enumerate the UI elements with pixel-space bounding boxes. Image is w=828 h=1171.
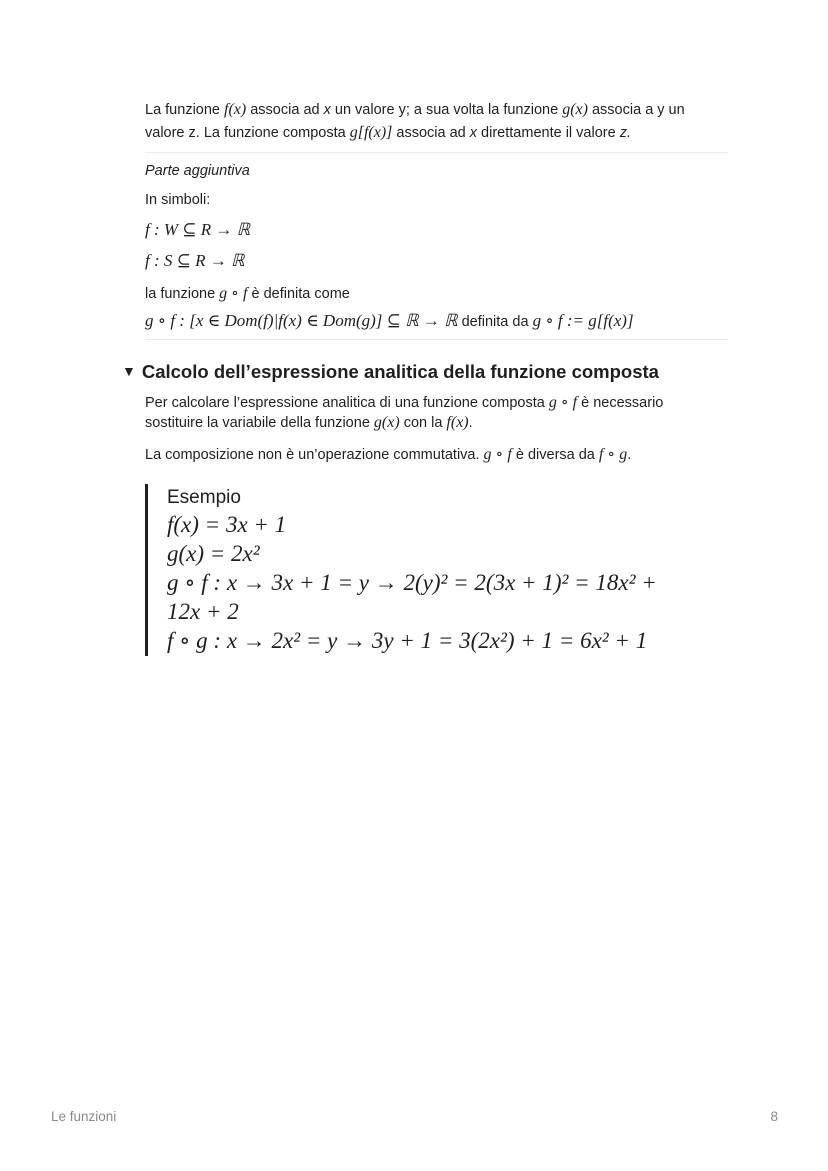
text: La composizione non è un’operazione commutativa. (145, 447, 484, 463)
text: con la (399, 415, 447, 431)
section-line-3 (145, 444, 631, 464)
section-heading: Calcolo dell’espressione analitica della funzione composta (141, 361, 659, 382)
intro-line-2 (145, 124, 631, 142)
text-x: x (323, 102, 331, 118)
math-gof: g ∘ f (219, 285, 248, 302)
text: è diversa da (511, 447, 599, 463)
text: associa ad (246, 102, 324, 118)
example-line-gx: g(x) = 2x² (167, 541, 260, 566)
footer-title: Le funzioni (51, 1109, 117, 1124)
math-gx: g(x) (562, 101, 588, 118)
text-x: x (469, 125, 478, 141)
text: definita da (457, 314, 533, 330)
math-fog: f ∘ g (598, 446, 628, 463)
formula-f-w: f : W ⊆ R → ℝ (145, 220, 251, 239)
text: la funzione (145, 286, 220, 302)
formula-f-s: f : S ⊆ R → ℝ (145, 251, 245, 270)
math-gof: g ∘ f (548, 394, 578, 411)
text: La funzione (145, 102, 225, 118)
definition-line (145, 283, 350, 303)
divider (145, 152, 728, 153)
text: . (627, 447, 632, 463)
math-gof: g ∘ f (483, 446, 512, 463)
section-line-1 (145, 392, 663, 412)
example-line-gof-cont: 12x + 2 (167, 599, 239, 624)
math-fx: f(x) (446, 414, 469, 431)
text: associa ad (392, 125, 470, 141)
divider (145, 339, 728, 340)
text-z: z. (619, 125, 631, 141)
text: direttamente il valore (477, 125, 620, 141)
example-line-gof: g ∘ f : x → 3x + 1 = y → 2(y)² = 2(3x + 1)² = 18x² + (167, 570, 657, 595)
math-fx: f(x) (224, 101, 247, 118)
example-title: Esempio (167, 487, 241, 508)
page-number: 8 (770, 1109, 778, 1124)
text: sostituire la variabile della funzione (145, 415, 374, 431)
triangle-down-icon[interactable]: ▼ (122, 363, 136, 379)
text: Per calcolare l’espressione analitica di una funzione composta (145, 395, 549, 411)
text: è definita come (247, 286, 350, 302)
math-domain: g ∘ f : [x ∈ Dom(f)|f(x) ∈ Dom(g)] ⊆ ℝ → ℝ (145, 311, 458, 330)
math-assign: g ∘ f := g[f(x)] (532, 311, 634, 330)
text: è necessario (577, 395, 664, 411)
text: . (468, 415, 473, 431)
text: associa a y un (587, 102, 685, 118)
text: un valore y; a sua volta la funzione (330, 102, 563, 118)
example-line-fx: f(x) = 3x + 1 (167, 512, 287, 537)
section-toggle[interactable] (122, 361, 659, 383)
in-simboli-label: In simboli: (145, 192, 211, 208)
text: valore z. La funzione composta (145, 125, 350, 141)
intro-line-1 (145, 101, 685, 119)
domain-definition-line (145, 311, 634, 331)
math-gx: g(x) (373, 414, 400, 431)
section-line-2 (145, 414, 473, 432)
example-line-fog: f ∘ g : x → 2x² = y → 3y + 1 = 3(2x²) + 1 = 6x² + 1 (167, 628, 648, 653)
extra-title: Parte aggiuntiva (145, 163, 250, 179)
math-gfx: g[f(x)] (349, 124, 393, 141)
